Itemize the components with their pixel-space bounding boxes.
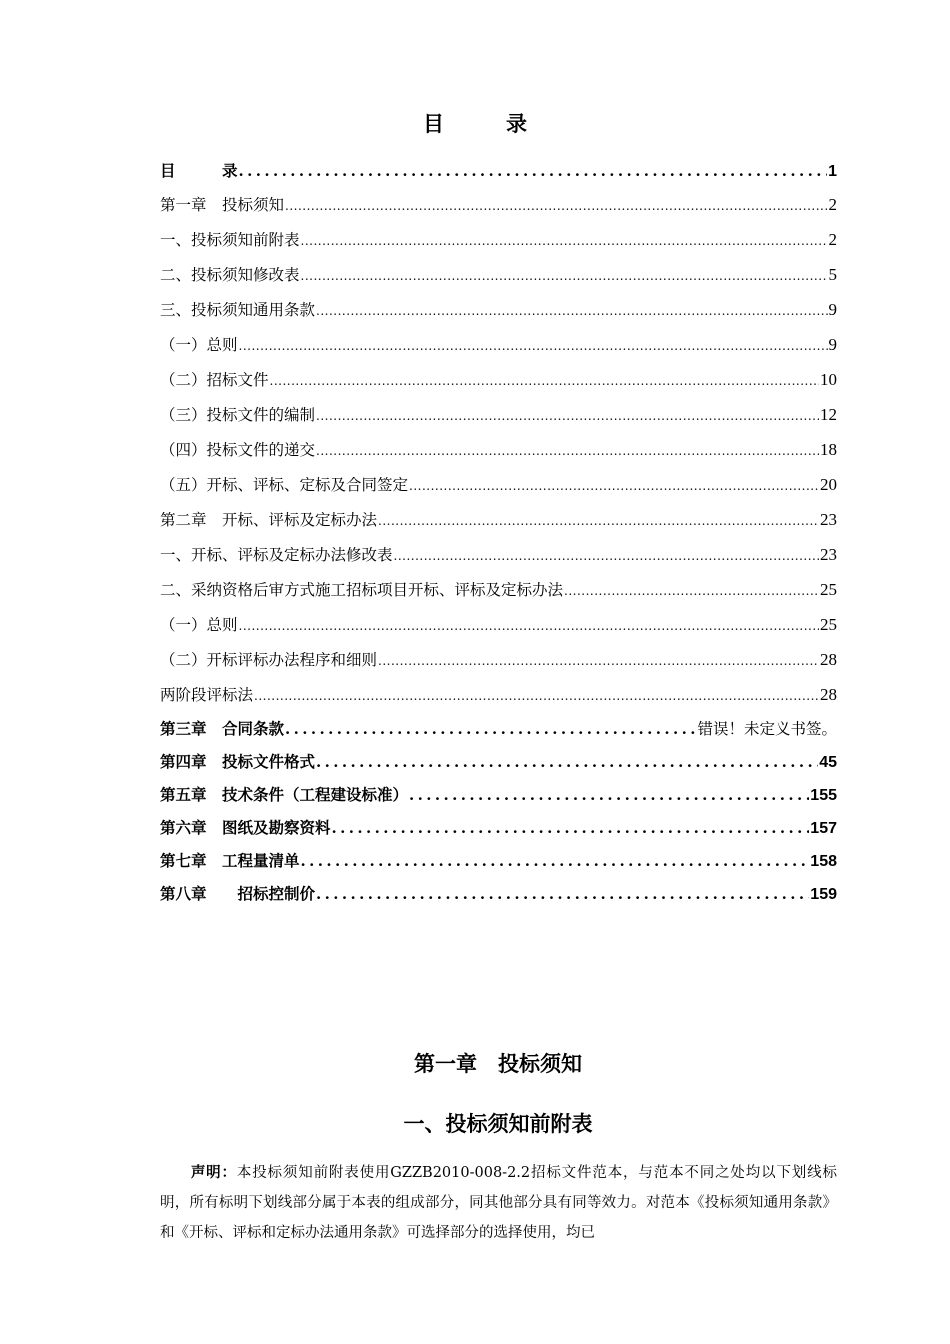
statement-text: 本投标须知前附表使用GZZB2010-008-2.2招标文件范本，与范本不同之处均以下划线标明，所有标明下划线部分属于本表的组成部分，同其他部分具有同等效力。对范本《投标须知通用条款》和《开标、评标和定标办法通用条款》可选择部分的选择使用，均已 [160,1165,837,1241]
toc-dot-leader [239,328,828,364]
toc-dot-leader [301,845,810,878]
toc-entry-page: 23 [820,545,837,564]
toc-entry[interactable] [160,327,837,362]
toc-entry-page: 错误！未定义书签。 [697,720,837,738]
chapter-heading: 第一章 投标须知 [414,1052,582,1076]
toc-entry[interactable] [160,778,837,811]
toc-entry-label: （四）投标文件的递交 [160,441,316,459]
toc-entry-label: 二、采纳资格后审方式施工招标项目开标、评标及定标办法 [160,581,564,599]
toc-entry[interactable] [160,187,837,222]
toc-entry-label: （三）投标文件的编制 [160,406,316,424]
toc-entry-page: 28 [820,685,837,704]
toc-entry-page: 45 [819,754,837,771]
toc-entry-page: 1 [828,163,837,180]
toc-entry-label: 第四章 投标文件格式 [160,752,316,771]
toc-dot-leader [316,878,809,911]
toc-dot-leader [301,258,828,294]
toc-entry[interactable] [160,877,837,910]
toc-entry-label: （五）开标、评标、定标及合同签定 [160,476,409,494]
toc-dot-leader [285,713,696,746]
toc-dot-leader [239,155,828,188]
toc-dot-leader [254,678,819,714]
toc-dot-leader [316,433,819,469]
toc-entry[interactable] [160,257,837,292]
toc-entry[interactable] [160,607,837,642]
toc-entry-label: 第二章 开标、评标及定标办法 [160,511,378,529]
toc-entry-label: 两阶段评标法 [160,686,254,704]
toc-entry[interactable] [160,572,837,607]
toc-entry-page: 23 [820,510,837,529]
toc-entry-page: 159 [810,886,837,903]
toc-entry-page: 20 [820,475,837,494]
toc-title: 目录 [423,112,589,136]
toc-entry[interactable] [160,397,837,432]
toc-entry-page: 18 [820,440,837,459]
toc-entry-label: 三、投标须知通用条款 [160,301,316,319]
toc-entry-page: 2 [828,230,837,249]
toc-dot-leader [316,398,819,434]
toc-entry-page: 10 [820,370,837,389]
toc-entry-label: 第一章 投标须知 [160,196,285,214]
toc-entry-label: 第三章 合同条款 [160,719,285,738]
toc-entry-page: 9 [828,300,837,319]
statement-paragraph [160,1158,837,1248]
toc-dot-leader [394,538,819,574]
toc-dot-leader [378,503,819,539]
toc-entry-label: （一）总则 [160,616,238,634]
toc-entry-page: 157 [810,820,837,837]
toc-entry[interactable] [160,712,837,745]
toc-entry-label: 第八章 招标控制价 [160,884,316,903]
toc-dot-leader [285,188,827,224]
toc-dot-leader [409,779,809,812]
toc-entry[interactable] [160,154,837,187]
toc-entry-page: 9 [828,335,837,354]
toc-entry[interactable] [160,222,837,257]
toc-entry-label: 目 录 [160,161,238,180]
toc-entry[interactable] [160,745,837,778]
toc-dot-leader [316,746,818,779]
toc-entry-page: 12 [820,405,837,424]
toc-entry-page: 25 [820,580,837,599]
toc-entry-page: 25 [820,615,837,634]
table-of-contents [160,154,837,910]
toc-entry[interactable] [160,642,837,677]
toc-dot-leader [316,293,827,329]
toc-entry-label: （二）开标评标办法程序和细则 [160,651,378,669]
toc-entry[interactable] [160,432,837,467]
toc-entry-page: 2 [828,195,837,214]
toc-dot-leader [332,812,810,845]
toc-dot-leader [239,608,819,644]
toc-entry-label: （一）总则 [160,336,238,354]
statement-lead: 声明： [190,1164,237,1181]
toc-dot-leader [301,223,828,259]
toc-dot-leader [270,363,819,399]
toc-entry[interactable] [160,677,837,712]
toc-entry-label: 一、投标须知前附表 [160,231,300,249]
toc-entry-label: 二、投标须知修改表 [160,266,300,284]
toc-entry[interactable] [160,362,837,397]
section-heading: 一、投标须知前附表 [403,1112,593,1136]
toc-entry[interactable] [160,537,837,572]
toc-entry-label: 第五章 技术条件（工程建设标准） [160,785,409,804]
toc-entry[interactable] [160,502,837,537]
toc-entry-label: 一、开标、评标及定标办法修改表 [160,546,393,564]
toc-dot-leader [378,643,819,679]
toc-dot-leader [564,573,819,609]
toc-entry[interactable] [160,811,837,844]
toc-entry-label: （二）招标文件 [160,371,269,389]
toc-entry-page: 5 [828,265,837,284]
toc-entry-page: 158 [810,853,837,870]
toc-entry-label: 第六章 图纸及勘察资料 [160,818,331,837]
toc-entry[interactable] [160,844,837,877]
toc-entry[interactable] [160,467,837,502]
toc-entry-label: 第七章 工程量清单 [160,851,300,870]
toc-entry-page: 28 [820,650,837,669]
toc-dot-leader [409,468,819,504]
toc-entry[interactable] [160,292,837,327]
toc-entry-page: 155 [810,787,837,804]
